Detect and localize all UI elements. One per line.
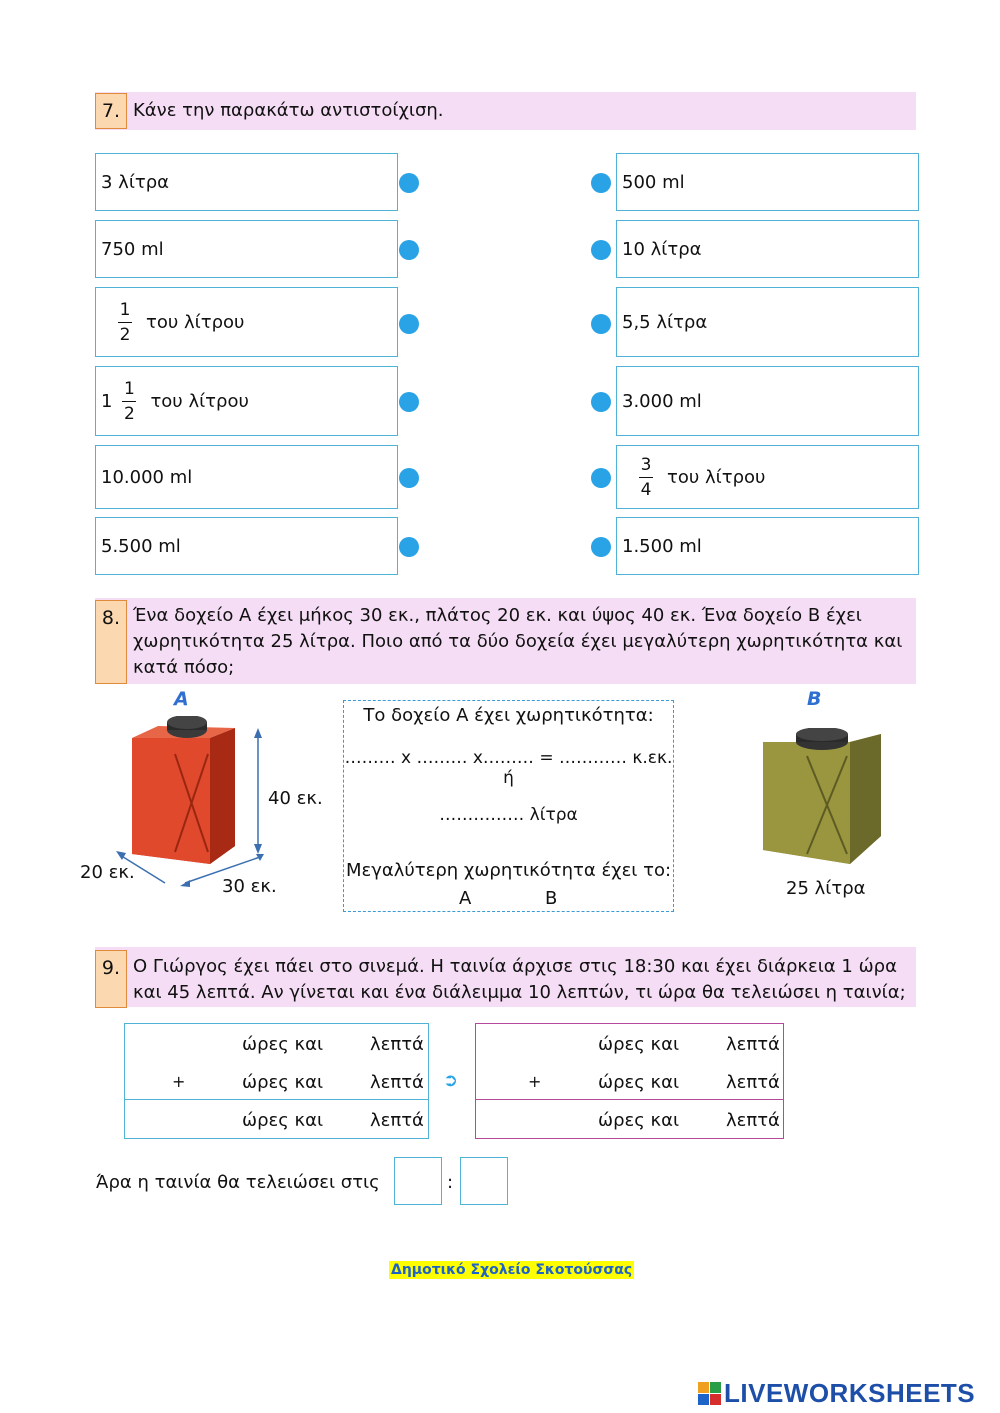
plus-sign: + [172, 1072, 186, 1091]
minutes-label: λεπτά [726, 1072, 780, 1093]
time-colon: : [447, 1172, 454, 1193]
arrow-icon: ➲ [443, 1070, 459, 1091]
minutes-label: λεπτά [370, 1034, 424, 1055]
q8-line-2: χωρητικότητα 25 λίτρα. Ποιο από τα δύο δοχεία έχει μεγαλύτερη χωρητικότητα και [133, 631, 903, 652]
match-right-1-text: 500 ml [622, 171, 685, 193]
match-right-5-text: του λίτρου [667, 466, 766, 488]
match-left-1-text: 3 λίτρα [101, 171, 170, 193]
answer-text: Άρα η ταινία θα τελειώσει στις [96, 1172, 380, 1193]
fraction: $\frac{1}{2}$ [124, 378, 135, 424]
match-dot-left-5[interactable] [399, 468, 419, 488]
work-box-line-4: Μεγαλύτερη χωρητικότητα έχει το: [345, 860, 672, 881]
match-dot-right-1[interactable] [591, 173, 611, 193]
width-label: 20 εκ. [80, 862, 135, 883]
match-right-4[interactable] [616, 366, 919, 436]
match-dot-left-4[interactable] [399, 392, 419, 412]
match-left-2-text: 750 ml [101, 238, 164, 260]
match-left-5-text: 10.000 ml [101, 466, 193, 488]
match-right-3[interactable] [616, 287, 919, 357]
work-box-line-3[interactable]: …………… λίτρα [439, 805, 578, 825]
match-dot-left-3[interactable] [399, 314, 419, 334]
match-left-3-text: του λίτρου [146, 311, 245, 333]
match-dot-right-3[interactable] [591, 314, 611, 334]
hours-label: ώρες και [598, 1072, 680, 1093]
answer-hours-box[interactable] [394, 1157, 442, 1205]
liveworksheets-logo-icon [698, 1382, 722, 1406]
fraction: $\frac{3}{4}$ [640, 454, 652, 500]
brand-name: LIVEWORKSHEETS [724, 1378, 976, 1408]
match-left-6[interactable] [95, 517, 398, 575]
match-left-2[interactable] [95, 220, 398, 278]
hours-label: ώρες και [242, 1072, 324, 1093]
match-dot-right-4[interactable] [591, 392, 611, 412]
q9-number: 9. [95, 950, 127, 1008]
q8-line-3: κατά πόσο; [133, 657, 235, 678]
q7-number: 7. [95, 93, 127, 129]
option-a[interactable]: Α [459, 888, 472, 909]
match-left-6-text: 5.500 ml [101, 535, 181, 557]
tank-a-label: Α [174, 688, 189, 710]
tank-b-capacity: 25 λίτρα [786, 878, 866, 899]
match-dot-left-6[interactable] [399, 537, 419, 557]
match-dot-left-1[interactable] [399, 173, 419, 193]
tank-b-image [755, 728, 890, 873]
hours-label: ώρες και [242, 1034, 324, 1055]
plus-sign: + [528, 1072, 542, 1091]
match-left-1[interactable] [95, 153, 398, 211]
hours-label: ώρες και [598, 1034, 680, 1055]
match-right-2[interactable] [616, 220, 919, 278]
match-dot-right-6[interactable] [591, 537, 611, 557]
fraction: $\frac{1}{2}$ [119, 299, 131, 345]
length-label: 30 εκ. [222, 876, 277, 897]
match-right-3-text: 5,5 λίτρα [622, 311, 708, 333]
match-right-6[interactable] [616, 517, 919, 575]
height-label: 40 εκ. [268, 788, 323, 809]
q9-line-2: και 45 λεπτά. Αν γίνεται και ένα διάλειμμα 10 λεπτών, τι ώρα θα τελειώσει η ταινία; [133, 982, 906, 1003]
match-right-5[interactable] [616, 445, 919, 509]
sum-line-left [124, 1099, 429, 1100]
sum-line-right [475, 1099, 784, 1100]
school-footer: Δημοτικό Σχολείο Σκοτούσσας [391, 1262, 633, 1278]
option-b[interactable]: Β [545, 888, 558, 909]
match-right-1[interactable] [616, 153, 919, 211]
tank-b-label: Β [807, 688, 822, 710]
dimension-arrows [110, 720, 280, 895]
minutes-label: λεπτά [370, 1110, 424, 1131]
q8-line-1: Ένα δοχείο Α έχει μήκος 30 εκ., πλάτος 20 εκ. και ύψος 40 εκ. Ένα δοχείο Β έχει [133, 605, 862, 626]
q9-line-1: Ο Γιώργος έχει πάει στο σινεμά. Η ταινία άρχισε στις 18:30 και έχει διάρκεια 1 ώρα [133, 956, 897, 977]
match-right-2-text: 10 λίτρα [622, 238, 702, 260]
match-right-4-text: 3.000 ml [622, 390, 702, 412]
minutes-label: λεπτά [726, 1034, 780, 1055]
match-left-5[interactable] [95, 445, 398, 509]
minutes-label: λεπτά [370, 1072, 424, 1093]
match-dot-right-5[interactable] [591, 468, 611, 488]
match-right-6-text: 1.500 ml [622, 535, 702, 557]
hours-label: ώρες και [242, 1110, 324, 1131]
match-left-4-text: του λίτρου [150, 390, 249, 412]
minutes-label: λεπτά [726, 1110, 780, 1131]
q7-instruction: Κάνε την παρακάτω αντιστοίχιση. [133, 100, 444, 121]
answer-minutes-box[interactable] [460, 1157, 508, 1205]
q8-number: 8. [95, 600, 127, 684]
brand-logo [698, 1378, 975, 1409]
match-dot-right-2[interactable] [591, 240, 611, 260]
work-box-line-2[interactable]: ……… x ……… x……… = ………… κ.εκ. ή [344, 748, 673, 788]
hours-label: ώρες και [598, 1110, 680, 1131]
match-left-3[interactable] [95, 287, 398, 357]
work-box-line-1: Το δοχείο Α έχει χωρητικότητα: [363, 705, 654, 726]
whole-number: 1 [101, 390, 113, 412]
match-left-4[interactable] [95, 366, 398, 436]
match-dot-left-2[interactable] [399, 240, 419, 260]
